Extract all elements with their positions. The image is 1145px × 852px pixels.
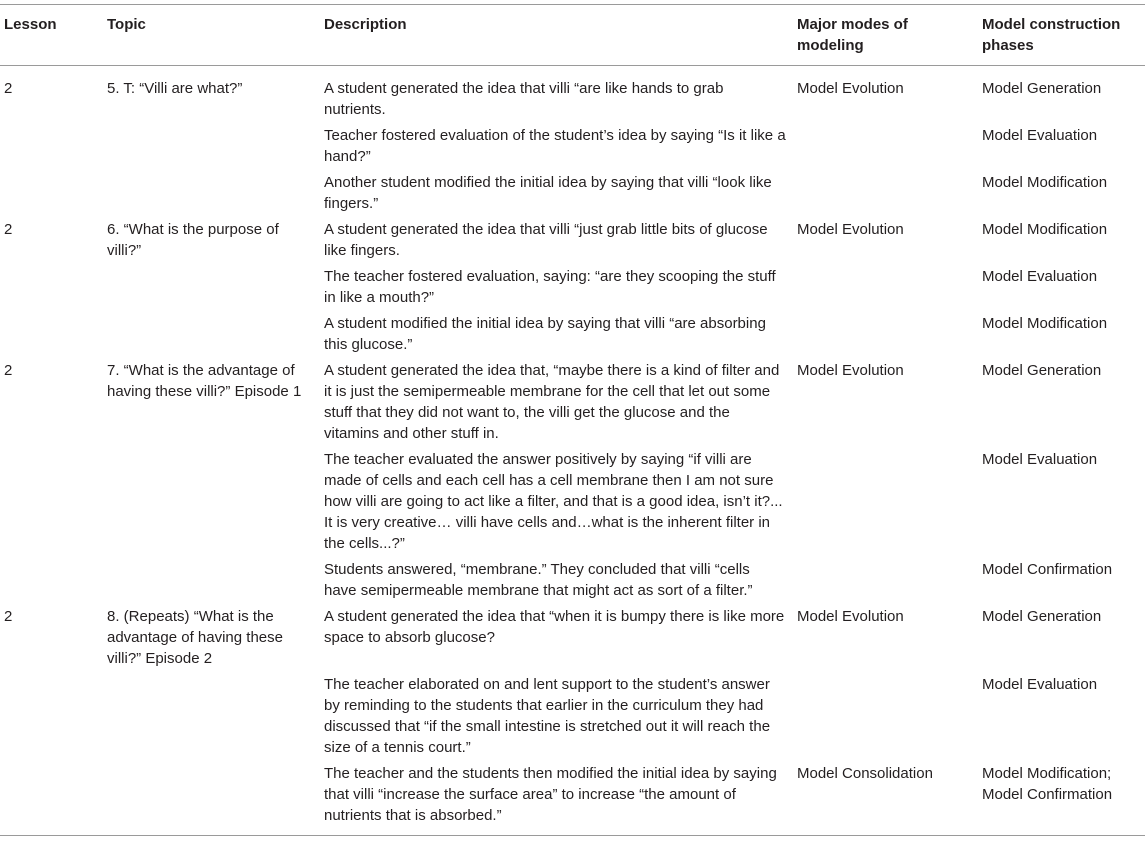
mode-cell (792, 449, 977, 559)
phase-cell: Model Generation (982, 608, 1102, 625)
lesson-cell: 2 (4, 80, 13, 97)
mode-cell: Model Evolution (797, 221, 904, 238)
mode-cell (792, 559, 977, 606)
header-modes: Major modes of modeling (792, 5, 977, 66)
lesson-cell: 2 (4, 221, 13, 238)
description-cell: A student generated the idea that, “maybe there is a kind of filter and it is just the semipermeable membrane for the cell that let out some stuff that they did not want to, the villi get the glucose and the vitamins and other stuff in. (324, 362, 780, 442)
mode-cell (792, 266, 977, 313)
description-cell: The teacher elaborated on and lent support to the student’s answer by reminding to the students that earlier in the curriculum they had discussed that “if the small intestine is stretched out it will reach the size of a tennis court.” (324, 676, 771, 756)
phase-cell: Model Evaluation (982, 268, 1098, 285)
phase-cell: Model Modification (982, 221, 1108, 238)
description-cell: A student modified the initial idea by saying that villi “are absorbing this glucose.” (324, 315, 766, 353)
table-row (0, 66, 1145, 126)
header-lesson: Lesson (0, 5, 102, 66)
description-cell: The teacher and the students then modified the initial idea by saying that villi “increase the surface area” to increase “the amount of nutrients that is absorbed.” (319, 763, 792, 836)
modeling-table (0, 4, 1145, 836)
description-cell: The teacher fostered evaluation, saying: “are they scooping the stuff in like a mouth?” (324, 268, 776, 306)
description-cell: Another student modified the initial idea by saying that villi “look like fingers.” (324, 174, 772, 212)
header-description: Description (319, 5, 792, 66)
mode-cell (792, 125, 977, 172)
phase-cell: Model Modification (982, 315, 1108, 332)
mode-cell (792, 172, 977, 219)
header-topic: Topic (102, 5, 319, 66)
phase-cell: Model Evaluation (982, 127, 1098, 144)
description-cell: Students answered, “membrane.” They concluded that villi “cells have semipermeable membrane that might act as sort of a filter.” (324, 561, 753, 599)
topic-cell: 5. T: “Villi are what?” (107, 80, 243, 97)
table-row (0, 360, 1145, 449)
mode-cell: Model Evolution (797, 362, 904, 379)
description-cell: The teacher evaluated the answer positively by saying “if villi are made of cells and each cell has a cell membrane then I am not sure how villi are going to act like a filter, and that is a good idea, isn’t it?... It is very creative… villi have cells and…what is the inherent filter in the cells...?” (324, 451, 783, 552)
lesson-cell: 2 (4, 362, 13, 379)
description-cell: A student generated the idea that “when it is bumpy there is like more space to absorb glucose? (324, 608, 785, 646)
header-phases: Model construction phases (977, 5, 1145, 66)
description-cell: Teacher fostered evaluation of the student’s idea by saying “Is it like a hand?” (324, 127, 786, 165)
phase-cell: Model Modification; Model Confirmation (977, 763, 1145, 836)
lesson-cell: 2 (0, 606, 102, 836)
mode-cell (792, 313, 977, 360)
phase-cell: Model Evaluation (982, 451, 1098, 468)
header-row (0, 5, 1145, 66)
phase-cell: Model Generation (982, 362, 1102, 379)
table-row (0, 219, 1145, 266)
mode-cell (792, 674, 977, 763)
topic-cell: 7. “What is the advantage of having these villi?” Episode 1 (107, 362, 302, 400)
description-cell: A student generated the idea that villi “are like hands to grab nutrients. (324, 80, 724, 118)
description-cell: A student generated the idea that villi “just grab little bits of glucose like fingers. (324, 221, 768, 259)
topic-cell: 8. (Repeats) “What is the advantage of having these villi?” Episode 2 (102, 606, 319, 836)
phase-cell: Model Confirmation (982, 561, 1113, 578)
mode-cell: Model Evolution (797, 608, 904, 625)
table-row (0, 606, 1145, 674)
mode-cell: Model Evolution (797, 80, 904, 97)
topic-cell: 6. “What is the purpose of villi?” (107, 221, 279, 259)
mode-cell: Model Consolidation (792, 763, 977, 836)
phase-cell: Model Modification (982, 174, 1108, 191)
phase-cell: Model Generation (982, 80, 1102, 97)
phase-cell: Model Evaluation (982, 676, 1098, 693)
